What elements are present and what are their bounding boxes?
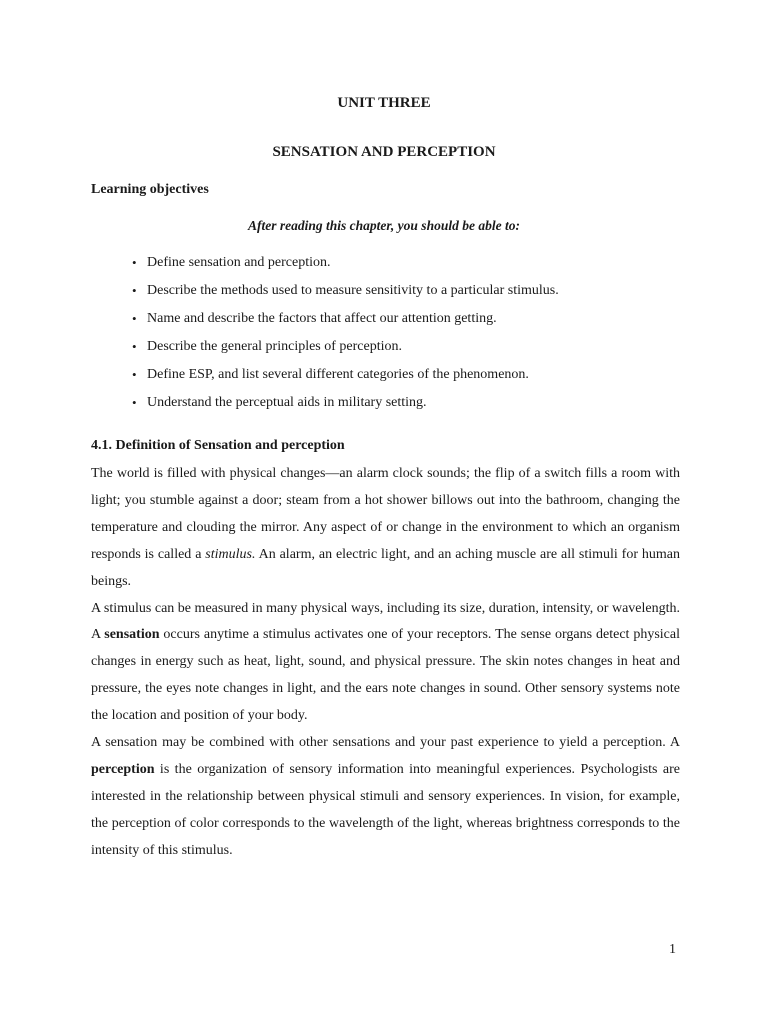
objective-item <box>132 366 559 394</box>
stimulus-term: stimulus. <box>205 546 256 562</box>
objective-item <box>132 394 559 422</box>
objectives-intro: After reading this chapter, you should be able to: <box>248 218 520 233</box>
objective-item <box>132 282 559 310</box>
objective-text: Understand the perceptual aids in military setting. <box>147 395 427 410</box>
paragraph-text: The world is filled with physical changes—an alarm clock sounds; the flip of a switch fills a room with light; you stumble against a door; steam from a hot shower billows out into the bathroom, changing the temperature and clouding the mirror. Any aspect of or change in the environment to which an organism responds is called a <box>91 466 680 562</box>
paragraph <box>91 461 680 596</box>
section-body <box>91 461 680 865</box>
paragraph <box>91 596 680 731</box>
paragraph-text: A sensation may be combined with other sensations and your past experience to yield a perception. A <box>91 735 680 751</box>
paragraph <box>91 730 680 865</box>
objectives-list <box>132 254 559 422</box>
paragraph-text: An alarm, an electric light, and an aching muscle are all stimuli for human beings. <box>91 546 680 589</box>
bullet-icon: • <box>132 367 137 382</box>
objective-text: Describe the methods used to measure sensitivity to a particular stimulus. <box>147 283 559 298</box>
paragraph-text: A stimulus can be measured in many physical ways, including its size, duration, intensity, or wavelength. A <box>91 600 680 643</box>
objective-text: Describe the general principles of perception. <box>147 339 403 354</box>
unit-title: UNIT THREE <box>337 95 431 111</box>
bullet-icon: • <box>132 311 137 326</box>
perception-term: perception <box>91 761 155 777</box>
objective-text: Define ESP, and list several different categories of the phenomenon. <box>147 367 529 382</box>
objective-item <box>132 338 559 366</box>
page-number: 1 <box>669 942 676 957</box>
chapter-title: SENSATION AND PERCEPTION <box>272 144 496 160</box>
objective-item <box>132 310 559 338</box>
bullet-icon: • <box>132 339 137 354</box>
bullet-icon: • <box>132 255 137 270</box>
paragraph-text: occurs anytime a stimulus activates one of your receptors. The sense organs detect physical changes in energy such as heat, light, sound, and physical pressure. The skin notes changes in heat and pressure, the eyes note changes in light, and the ears note changes in sound. Other sensory systems note the location and position of your body. <box>91 627 680 724</box>
sensation-term: sensation <box>104 627 160 643</box>
objective-text: Define sensation and perception. <box>147 255 331 270</box>
paragraph-text: is the organization of sensory information into meaningful experiences. Psychologists are interested in the relationship between physical stimuli and sensory experiences. In vision, for example, the perception of color corresponds to the wavelength of the light, whereas brightness corresponds to the intensity of this stimulus. <box>91 761 680 858</box>
bullet-icon: • <box>132 395 137 410</box>
objective-text: Name and describe the factors that affect our attention getting. <box>147 311 497 326</box>
section-heading: 4.1. Definition of Sensation and perception <box>91 438 345 453</box>
learning-objectives-heading: Learning objectives <box>91 182 209 197</box>
bullet-icon: • <box>132 283 137 298</box>
objective-item <box>132 254 559 282</box>
